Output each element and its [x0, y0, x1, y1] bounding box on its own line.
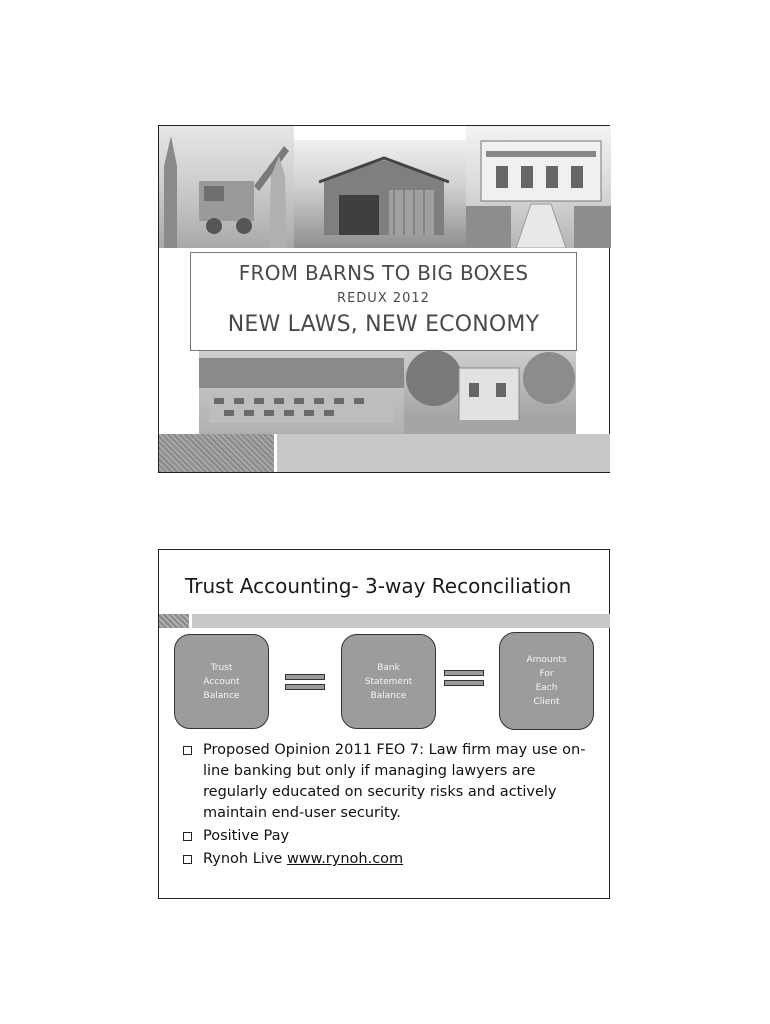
bullet-text: Proposed Opinion 2011 FEO 7: Law firm may use on-line banking but only if managing lawyers are regularly educated on security risks and actively maintain end-user security.	[203, 742, 586, 821]
equals-icon	[285, 674, 325, 691]
box-label: For	[539, 669, 554, 679]
box-label: Client	[533, 697, 560, 707]
slide-title: Trust Accounting- 3-way Reconciliation	[185, 574, 572, 598]
divider	[189, 614, 192, 628]
bullet-item	[183, 849, 593, 870]
box-label: Balance	[370, 690, 407, 701]
box-label: Balance	[203, 690, 240, 701]
box-label: Account	[203, 676, 240, 687]
box-label: Bank	[377, 662, 400, 673]
footer-band	[277, 434, 610, 472]
box-label: Trust	[210, 662, 233, 673]
slide-2	[158, 549, 610, 899]
title-line-2: REDUX 2012	[337, 291, 430, 306]
construction-photo	[159, 126, 294, 248]
box-label: Each	[535, 683, 558, 693]
bullet-text: Positive Pay	[203, 828, 290, 844]
checkbox-bullet-icon	[183, 746, 192, 755]
equals-icon	[444, 670, 484, 687]
box-label: Amounts	[526, 655, 567, 665]
title-box	[190, 252, 577, 351]
barn-photo	[294, 140, 466, 248]
hatched-accent	[159, 434, 277, 472]
house-photo	[466, 126, 611, 248]
title-line-1: FROM BARNS TO BIG BOXES	[238, 261, 529, 285]
hatched-accent	[159, 614, 189, 628]
bullet-item	[183, 826, 593, 847]
big-box-store-photo	[199, 348, 404, 434]
bank-statement-balance-box	[341, 634, 436, 729]
trust-account-balance-box	[174, 634, 269, 729]
checkbox-bullet-icon	[183, 855, 192, 864]
client-amounts-box	[499, 632, 594, 730]
bullet-text: Rynoh Live	[203, 851, 287, 867]
slide-1	[158, 125, 610, 473]
rynoh-link[interactable]: www.rynoh.com	[286, 851, 404, 867]
neighborhood-photo	[404, 348, 576, 434]
bullet-item	[183, 740, 593, 824]
title-band	[159, 614, 610, 628]
checkbox-bullet-icon	[183, 832, 192, 841]
title-line-3: NEW LAWS, NEW ECONOMY	[227, 312, 540, 337]
box-label: Statement	[364, 676, 413, 687]
bullet-list	[183, 740, 593, 872]
